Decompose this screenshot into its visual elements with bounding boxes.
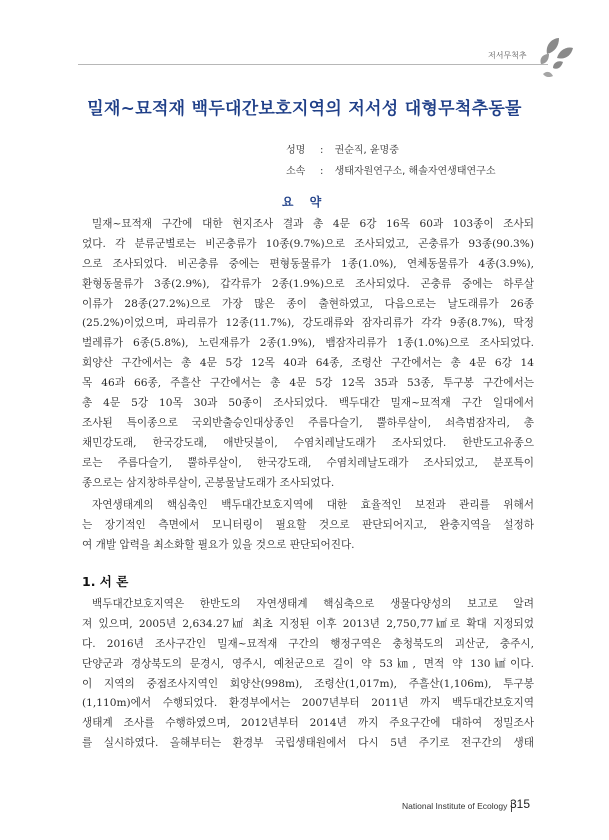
text-line: 이류가 28종(27.2%)으로 가장 많은 종이 출현하였고, 다음으로는 날도래류가 26종 [82, 297, 534, 310]
text-line: 총 4문 5강 10목 30과 50종이 조사되었다. 백두대간 밀재~묘적재 구간 일대에서 [82, 397, 534, 410]
introduction-paragraph [82, 595, 534, 754]
text-line: (25.2%)이었으며, 파리류가 12종(11.7%), 강도래류와 잠자리류가 각각 9종(8.7%), 딱정 [82, 317, 534, 330]
text-line: 밀재~묘적재 구간에 대한 현지조사 결과 총 4문 6강 16목 60과 103종이 조사되 [92, 218, 534, 230]
text-line: 다. 2016년 조사구간인 밀재~묘적재 구간의 행정구역은 충청북도의 괴산군, 충주시, [82, 637, 534, 650]
text-line: 이 지역의 중점조사지역인 회양산(998m), 조령산(1,017m), 주흘산(1,106m), 투구봉 [82, 677, 534, 690]
author-names: 권순직, 윤명중 [334, 145, 399, 156]
text-line: 었다. 각 분류군별로는 비곤충류가 10종(9.7%)으로 조사되었고, 곤충류가 93종(90.3%) [82, 237, 534, 250]
text-line: (1,110m)에서 수행되었다. 환경부에서는 2007년부터 2011년 까지 백두대간보호지역 [82, 697, 534, 710]
affiliation-label: 소속 [286, 166, 306, 177]
text-line: 져 있으며, 2005년 2,634.27㎢ 최초 지정된 이후 2013년 2,750,77㎢로 확대 지정되었 [82, 617, 534, 630]
text-line: 환형동물류가 3종(2.9%), 갑각류가 2종(1.9%)으로 조사되었다. 곤충류 중에는 하루살 [82, 277, 534, 290]
text-line: 생태계 조사를 수행하였으며, 2012년부터 2014년 까지 주요구간에 대하여 정밀조사 [82, 717, 534, 730]
abstract-heading: 요 약 [281, 195, 328, 209]
text-line: 으로 조사되었다. 비곤충류 중에는 편형동물류가 1종(1.0%), 연체동물류가 4종(3.9%), [82, 257, 534, 270]
author-label: 성명 [286, 145, 306, 156]
text-line: 를 실시하였다. 올해부터는 환경부 국립생태원에서 다시 5년 주기로 전구간의 생태 [82, 737, 534, 750]
text-line: 백두대간보호지역은 한반도의 자연생태계 핵심축으로 생물다양성의 보고로 알려 [92, 598, 534, 610]
text-line: 로는 주름다슬기, 뿔하루살이, 한국강도래, 수염치레날도래가 조사되었고, 분포특이 [82, 456, 534, 469]
leaf-logo-icon [533, 34, 577, 80]
affiliation-separator: : [320, 166, 324, 177]
abstract-paragraph-2 [82, 496, 534, 556]
text-line: 단양군과 경상북도의 문경시, 영주시, 예천군으로 길이 약 53㎞, 면적 약 130㎢이다. [82, 657, 534, 670]
text-line: 종으로는 삼지창하루살이, 곤봉물날도래가 조사되었다. [82, 476, 335, 489]
page-number: 315 [510, 797, 531, 811]
page-title: 밀재~묘적재 백두대간보호지역의 저서성 대형무척추동물 [87, 99, 522, 119]
text-line: 자연생태계의 핵심축인 백두대간보호지역에 대한 효율적인 보전과 관리를 위해서 [92, 499, 534, 511]
text-line: 회양산 구간에서는 총 4문 5강 12목 40과 64종, 조령산 구간에서는 총 4문 6강 14 [82, 357, 534, 370]
section-tag: 저서무척추 [488, 51, 527, 60]
affiliation-text: 생태자원연구소, 해솔자연생태연구소 [334, 166, 496, 177]
text-line: 채민강도래, 한국강도래, 애반딧불이, 수염치레날도래가 조사되었다. 한반도고유종으 [82, 436, 534, 449]
header-rule [78, 64, 548, 65]
institute-name: National Institute of Ecology [402, 801, 508, 811]
text-line: 벌레류가 6종(5.8%), 노린재류가 2종(1.9%), 뱀잠자리류가 1종(1.0%)으로 조사되었다. [82, 337, 534, 350]
author-line [286, 141, 399, 156]
text-line: 목 46과 66종, 주흘산 구간에서는 총 4문 5강 12목 35과 53종, 투구봉 구간에서는 [82, 377, 534, 390]
footer-institute [402, 801, 516, 812]
author-separator: : [320, 145, 324, 156]
section-heading-introduction: 1. 서 론 [82, 574, 129, 589]
affiliation-line [286, 162, 495, 177]
text-line: 는 장기적인 측면에서 모니터링이 필요할 것으로 판단되어지고, 완충지역을 설정하 [82, 518, 534, 531]
text-line: 여 개발 압력을 최소화할 필요가 있을 것으로 판단되어진다. [82, 538, 355, 551]
abstract-paragraph-1 [82, 215, 534, 493]
text-line: 조사된 특이종으로 국외반출승인대상종인 주름다슬기, 뿔하루살이, 쇠측범잠자리, 총 [82, 416, 534, 429]
